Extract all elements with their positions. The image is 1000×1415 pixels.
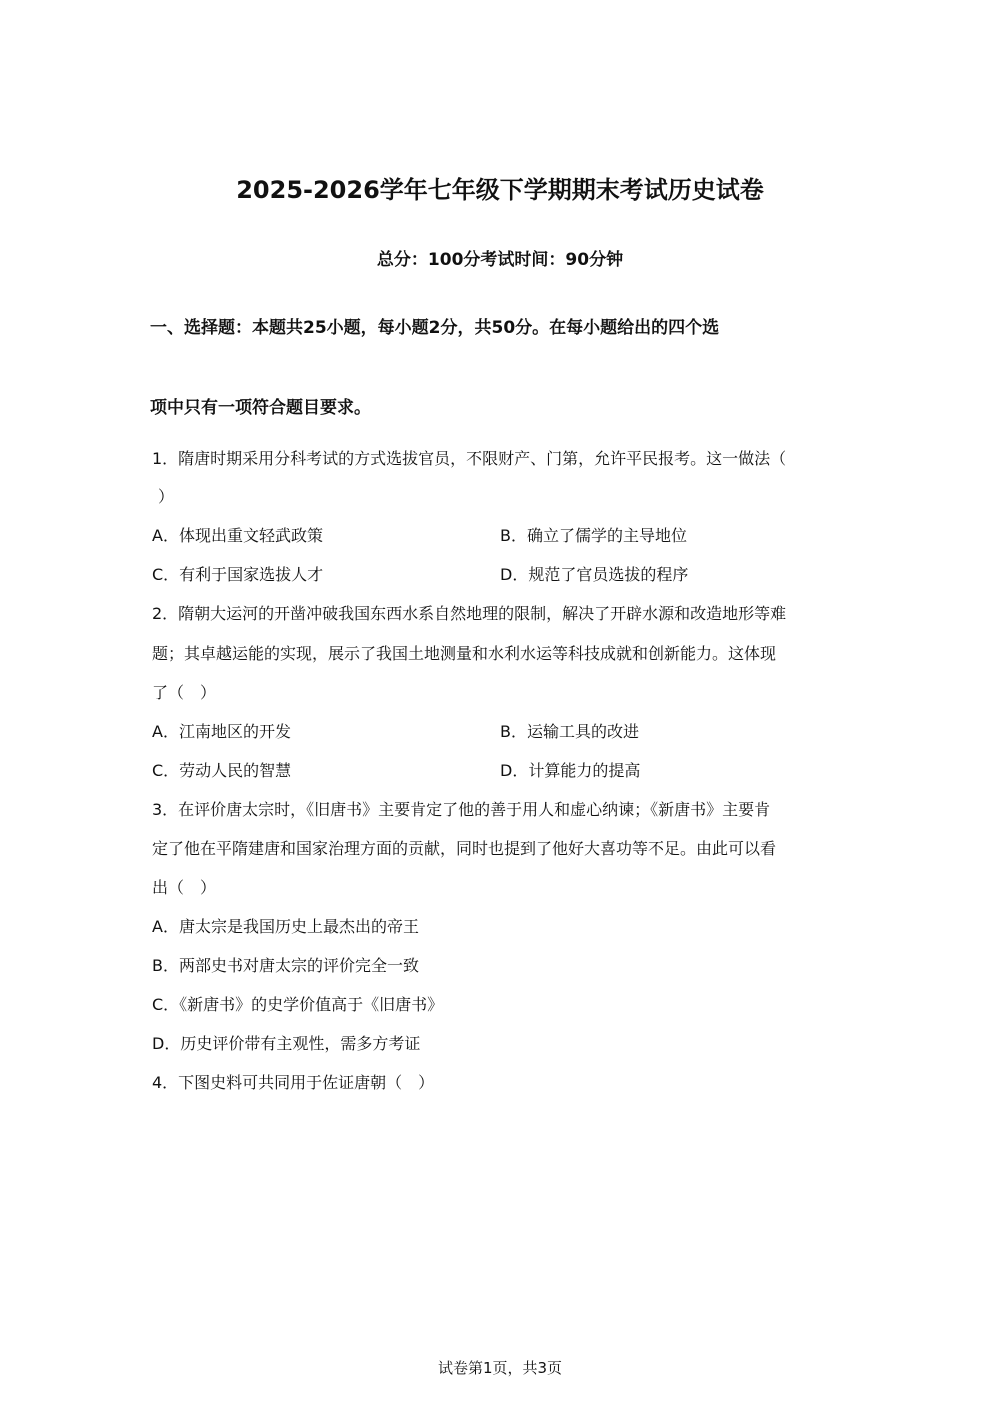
question-1-line-2: ） <box>158 487 175 506</box>
question-1-option-d: D．规范了官员选拔的程序 <box>500 565 689 584</box>
question-3-line-3: 出（ ） <box>152 878 217 897</box>
question-2-option-a: A．江南地区的开发 <box>152 722 291 741</box>
question-2-option-b: B．运输工具的改进 <box>500 722 639 741</box>
exam-title: 2025-2026学年七年级下学期期末考试历史试卷 <box>236 176 764 204</box>
question-3-line-1: 3．在评价唐太宗时，《旧唐书》主要肯定了他的善于用人和虚心纳谏；《新唐书》主要肯 <box>152 800 771 819</box>
question-2-line-1: 2．隋朝大运河的开凿冲破我国东西水系自然地理的限制，解决了开辟水源和改造地形等难 <box>152 604 787 623</box>
question-2-option-d: D．计算能力的提高 <box>500 761 641 780</box>
section-heading-line2: 项中只有一项符合题目要求。 <box>150 398 371 418</box>
question-3-line-2: 定了他在平隋建唐和国家治理方面的贡献，同时也提到了他好大喜功等不足。由此可以看 <box>152 839 777 858</box>
question-2-option-c: C．劳动人民的智慧 <box>152 761 292 780</box>
question-2-line-3: 了（ ） <box>152 683 217 702</box>
question-1-option-c: C．有利于国家选拔人才 <box>152 565 324 584</box>
question-2-line-2: 题；其卓越运能的实现，展示了我国土地测量和水利水运等科技成就和创新能力。这体现 <box>152 644 777 663</box>
question-3-option-b: B．两部史书对唐太宗的评价完全一致 <box>152 956 419 975</box>
page-footer: 试卷第1页，共3页 <box>437 1359 563 1377</box>
question-4-line-1: 4．下图史料可共同用于佐证唐朝（ ） <box>152 1073 435 1092</box>
question-3-option-d: D．历史评价带有主观性，需多方考证 <box>152 1034 421 1053</box>
question-1-option-b: B．确立了儒学的主导地位 <box>500 526 687 545</box>
section-heading-line1: 一、选择题：本题共25小题，每小题2分，共50分。在每小题给出的四个选 <box>150 318 720 338</box>
question-3-option-a: A．唐太宗是我国历史上最杰出的帝王 <box>152 917 419 936</box>
exam-subtitle: 总分：100分考试时间：90分钟 <box>376 250 624 270</box>
question-3-option-c: C．《新唐书》的史学价值高于《旧唐书》 <box>152 995 444 1014</box>
question-1-line-1: 1．隋唐时期采用分科考试的方式选拔官员，不限财产、门第，允许平民报考。这一做法（ <box>152 449 787 468</box>
question-1-option-a: A．体现出重文轻武政策 <box>152 526 323 545</box>
